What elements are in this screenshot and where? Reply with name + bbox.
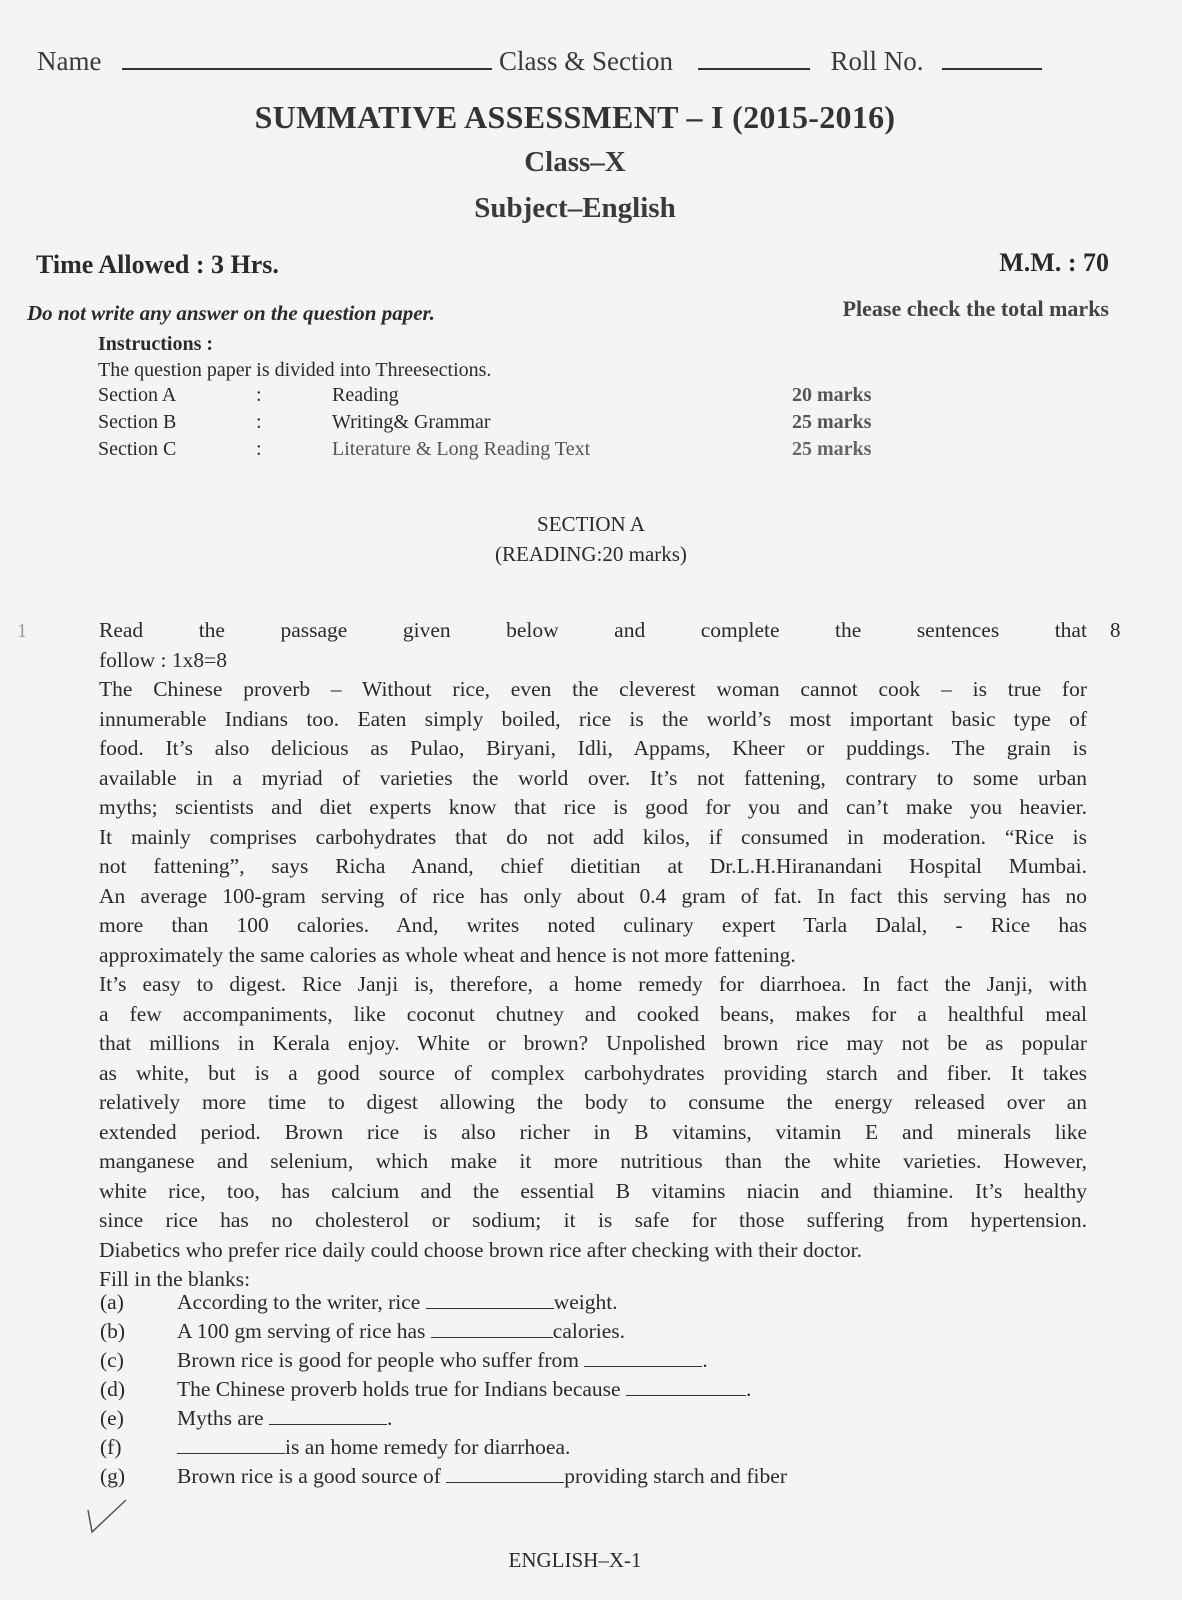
section-sep: :: [256, 438, 262, 460]
section-topic: Writing& Grammar: [332, 411, 491, 433]
question-marks: 8: [1110, 618, 1121, 642]
item-after: calories.: [552, 1319, 626, 1343]
passage-line: white rice, too, has calcium and the essential B vitamins niacin and thiamine. It’s healthy: [99, 1178, 1087, 1203]
section-sep: :: [256, 384, 262, 406]
answer-blank: [177, 1437, 285, 1454]
section-topic: Reading: [332, 384, 399, 406]
passage-line: The Chinese proverb – Without rice, even the cleverest woman cannot cook – is true for: [99, 677, 1087, 701]
item-label: (d): [100, 1377, 126, 1401]
passage-line: approximately the same calories as whole wheat and hence is not more fattening.: [99, 942, 796, 967]
fill-item-f: [100, 1435, 570, 1460]
item-after: weight.: [553, 1290, 618, 1314]
roll-label: Roll No.: [830, 46, 924, 76]
item-label: (e): [100, 1406, 124, 1430]
passage-line: as white, but is a good source of complex carbohydrates providing starch and fiber. It takes: [99, 1060, 1087, 1085]
prompt-word: that: [1054, 618, 1087, 642]
section-row: [98, 436, 871, 463]
exam-title: SUMMATIVE ASSESSMENT – I (2015-2016): [254, 99, 896, 135]
question-number: 1: [17, 620, 27, 642]
class-section-label: Class & Section: [498, 46, 673, 76]
item-before: Brown rice is good for people who suffer from: [177, 1348, 585, 1372]
prompt-word: given: [402, 618, 451, 642]
section-row: [98, 409, 871, 436]
warning-text: Do not write any answer on the question paper.: [27, 301, 435, 325]
name-blank: [122, 50, 492, 70]
passage-line: a few accompaniments, like coconut chutney and cooked beans, makes for a healthful meal: [99, 1001, 1087, 1026]
item-after: .: [386, 1406, 393, 1430]
passage-line: since rice has no cholesterol or sodium; it is safe for those suffering from hypertension.: [99, 1208, 1087, 1232]
prompt-word: passage: [280, 618, 348, 642]
passage-line: more than 100 calories. And, writes noted culinary expert Tarla Dalal, - Rice has: [99, 913, 1087, 937]
passage-line: Diabetics who prefer rice daily could choose brown rice after checking with their doctor.: [99, 1237, 862, 1262]
fill-heading: Fill in the blanks:: [99, 1267, 251, 1291]
item-before: A 100 gm serving of rice has: [177, 1319, 431, 1343]
instructions-intro: The question paper is divided into Threesections.: [98, 359, 492, 381]
section-a-subtitle: (READING:20 marks): [495, 542, 687, 566]
passage-line: It’s easy to digest. Rice Janji is, therefore, a home remedy for diarrhoea. In fact the Janji, with: [99, 972, 1087, 996]
item-before: Brown rice is a good source of: [177, 1464, 447, 1488]
passage-line: food. It’s also delicious as Pulao, Biryani, Idli, Appams, Kheer or puddings. The grain is: [99, 736, 1087, 760]
time-allowed: Time Allowed : 3 Hrs.: [36, 250, 279, 279]
item-after: providing starch and fiber: [564, 1464, 787, 1488]
section-marks: 20 marks: [792, 384, 872, 406]
passage-line: not fattening”, says Richa Anand, chief dietitian at Dr.L.H.Hiranandani Hospital Mumbai.: [99, 854, 1087, 878]
prompt-word: the: [198, 618, 225, 642]
answer-blank: [431, 1321, 553, 1338]
fill-item-d: [100, 1377, 751, 1402]
page-code: ENGLISH–X-1: [508, 1548, 642, 1572]
check-marks-text: Please check the total marks: [842, 296, 1109, 321]
prompt-word: below: [506, 618, 559, 642]
item-before: According to the writer, rice: [177, 1290, 426, 1314]
passage-line: It mainly comprises carbohydrates that do not add kilos, if consumed in moderation. “Rice is: [99, 824, 1087, 849]
prompt-word: Read: [99, 618, 144, 642]
instructions-table: [98, 382, 871, 463]
exam-class: Class–X: [524, 146, 626, 178]
roll-blank: [942, 50, 1042, 70]
prompt-word: sentences: [916, 618, 1000, 642]
section-name: Section B: [98, 411, 177, 433]
prompt-word: and: [614, 618, 646, 642]
section-name: Section A: [98, 384, 177, 406]
exam-subject: Subject–English: [474, 192, 676, 224]
question-prompt: [99, 616, 1087, 646]
passage-line: myths; scientists and diet experts know that rice is good for you and can’t make you heavier.: [99, 795, 1087, 819]
answer-blank: [626, 1379, 746, 1396]
section-marks: 25 marks: [792, 438, 872, 460]
item-before: The Chinese proverb holds true for Indians because: [177, 1377, 626, 1401]
item-label: (b): [100, 1319, 126, 1343]
item-label: (c): [100, 1348, 124, 1372]
passage-line: An average 100-gram serving of rice has only about 0.4 gram of fat. In fact this serving has no: [99, 883, 1087, 908]
passage: [99, 675, 1087, 1295]
item-after: .: [702, 1348, 708, 1372]
item-label: (a): [100, 1290, 124, 1314]
pen-tick-mark: [84, 1496, 134, 1538]
answer-blank: [426, 1292, 554, 1309]
instructions-heading: Instructions :: [98, 333, 214, 355]
section-topic: Literature & Long Reading Text: [332, 438, 591, 460]
answer-blank: [269, 1408, 387, 1425]
name-label: Name: [37, 46, 102, 76]
fill-item-c: [100, 1348, 708, 1373]
item-label: (f): [100, 1435, 122, 1459]
class-section-blank: [698, 50, 810, 70]
item-after: .: [745, 1377, 752, 1401]
prompt-word: the: [835, 618, 862, 642]
header-line: [37, 46, 1042, 77]
passage-line: relatively more time to digest allowing the body to consume the energy released over an: [99, 1090, 1087, 1114]
item-label: (g): [100, 1464, 126, 1488]
section-a-title: SECTION A: [537, 512, 645, 536]
answer-blank: [584, 1350, 702, 1367]
item-before: Myths are: [177, 1406, 269, 1430]
passage-line: available in a myriad of varieties the world over. It’s not fattening, contrary to some urban: [99, 765, 1087, 790]
answer-blank: [446, 1466, 564, 1483]
max-marks: M.M. : 70: [999, 248, 1109, 277]
prompt-end: follow : 1x8=8: [99, 648, 227, 672]
prompt-word: complete: [700, 618, 780, 642]
passage-line: innumerable Indians too. Eaten simply boiled, rice is the world’s most important basic type of: [99, 706, 1087, 731]
section-name: Section C: [98, 438, 177, 460]
passage-line: that millions in Kerala enjoy. White or brown? Unpolished brown rice may not be as popular: [99, 1031, 1087, 1055]
section-sep: :: [256, 411, 262, 433]
fill-item-b: [100, 1319, 625, 1344]
section-marks: 25 marks: [792, 411, 872, 433]
fill-item-a: [100, 1290, 618, 1315]
fill-item-e: [100, 1406, 392, 1431]
fill-item-g: [100, 1464, 787, 1489]
passage-line: manganese and selenium, which make it more nutritious than the white varieties. However,: [99, 1149, 1087, 1173]
passage-line: extended period. Brown rice is also richer in B vitamins, vitamin E and minerals like: [99, 1119, 1087, 1144]
item-after: is an home remedy for diarrhoea.: [285, 1435, 571, 1459]
section-row: [98, 382, 871, 409]
